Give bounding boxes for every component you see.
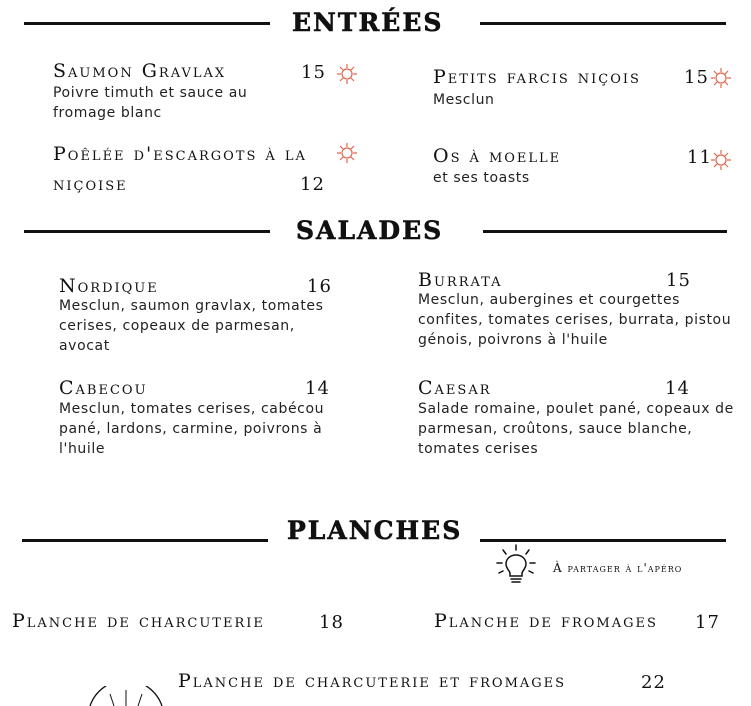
dish-description: Poivre timuth et sauce au fromage blanc xyxy=(53,85,248,121)
spicy-icon xyxy=(336,142,358,164)
board-illustration-icon xyxy=(86,686,166,706)
section-title-salades: SALADES xyxy=(296,216,444,245)
dish-price: 15 xyxy=(684,67,709,88)
dish-name: Os à moelle xyxy=(433,145,562,167)
dish-description: Mesclun xyxy=(433,92,495,108)
dish-name: Burrata xyxy=(418,269,503,291)
dish-price: 14 xyxy=(665,378,690,399)
dish-description: Salade romaine, poulet pané, copeaux de parmesan, croûtons, sauce blanche, tomates cerises xyxy=(418,401,734,457)
dish-name: Saumon Gravlax xyxy=(53,60,227,82)
spicy-icon xyxy=(710,149,732,171)
section-rule-left xyxy=(24,22,270,25)
board-name: Planche de fromages xyxy=(434,610,658,632)
dish-price: 15 xyxy=(666,270,691,291)
planches-note: À partager à l'apéro xyxy=(553,561,683,575)
dish-name-continued: niçoise xyxy=(53,173,128,195)
lightbulb-icon xyxy=(494,543,538,587)
dish-description: Mesclun, tomates cerises, cabécou pané, lardons, carmine, poivrons à l'huile xyxy=(59,401,325,457)
dish-description: Mesclun, saumon gravlax, tomates cerises, copeaux de parmesan, avocat xyxy=(59,298,324,354)
dish-price: 12 xyxy=(300,174,325,195)
section-title-planches: PLANCHES xyxy=(287,516,463,545)
section-title-entrees: ENTRÉES xyxy=(292,8,444,37)
board-name: Planche de charcuterie xyxy=(12,610,265,632)
section-rule-right xyxy=(483,230,727,233)
board-price: 18 xyxy=(319,612,344,633)
dish-price: 14 xyxy=(305,378,330,399)
section-rule-left xyxy=(24,230,270,233)
spicy-icon xyxy=(710,67,732,89)
dish-name: Cabecou xyxy=(59,377,148,399)
section-rule-right xyxy=(480,22,726,25)
dish-description: et ses toasts xyxy=(433,170,530,186)
dish-price: 15 xyxy=(301,62,326,83)
dish-name: Caesar xyxy=(418,377,492,399)
section-rule-left xyxy=(22,539,268,542)
spicy-icon xyxy=(336,63,358,85)
board-price: 17 xyxy=(695,612,720,633)
dish-description: Mesclun, aubergines et courgettes confites, tomates cerises, burrata, pistou génois, poivrons à l'huile xyxy=(418,292,732,348)
dish-name: Nordique xyxy=(59,275,159,297)
board-price: 22 xyxy=(641,672,666,693)
dish-price: 16 xyxy=(307,276,332,297)
dish-name: Poêlée d'escargots à la xyxy=(53,143,307,165)
dish-name: Petits farcis niçois xyxy=(433,66,641,88)
section-rule-right xyxy=(480,539,726,542)
dish-price: 11 xyxy=(687,147,712,168)
board-name: Planche de charcuterie et fromages xyxy=(178,670,567,692)
